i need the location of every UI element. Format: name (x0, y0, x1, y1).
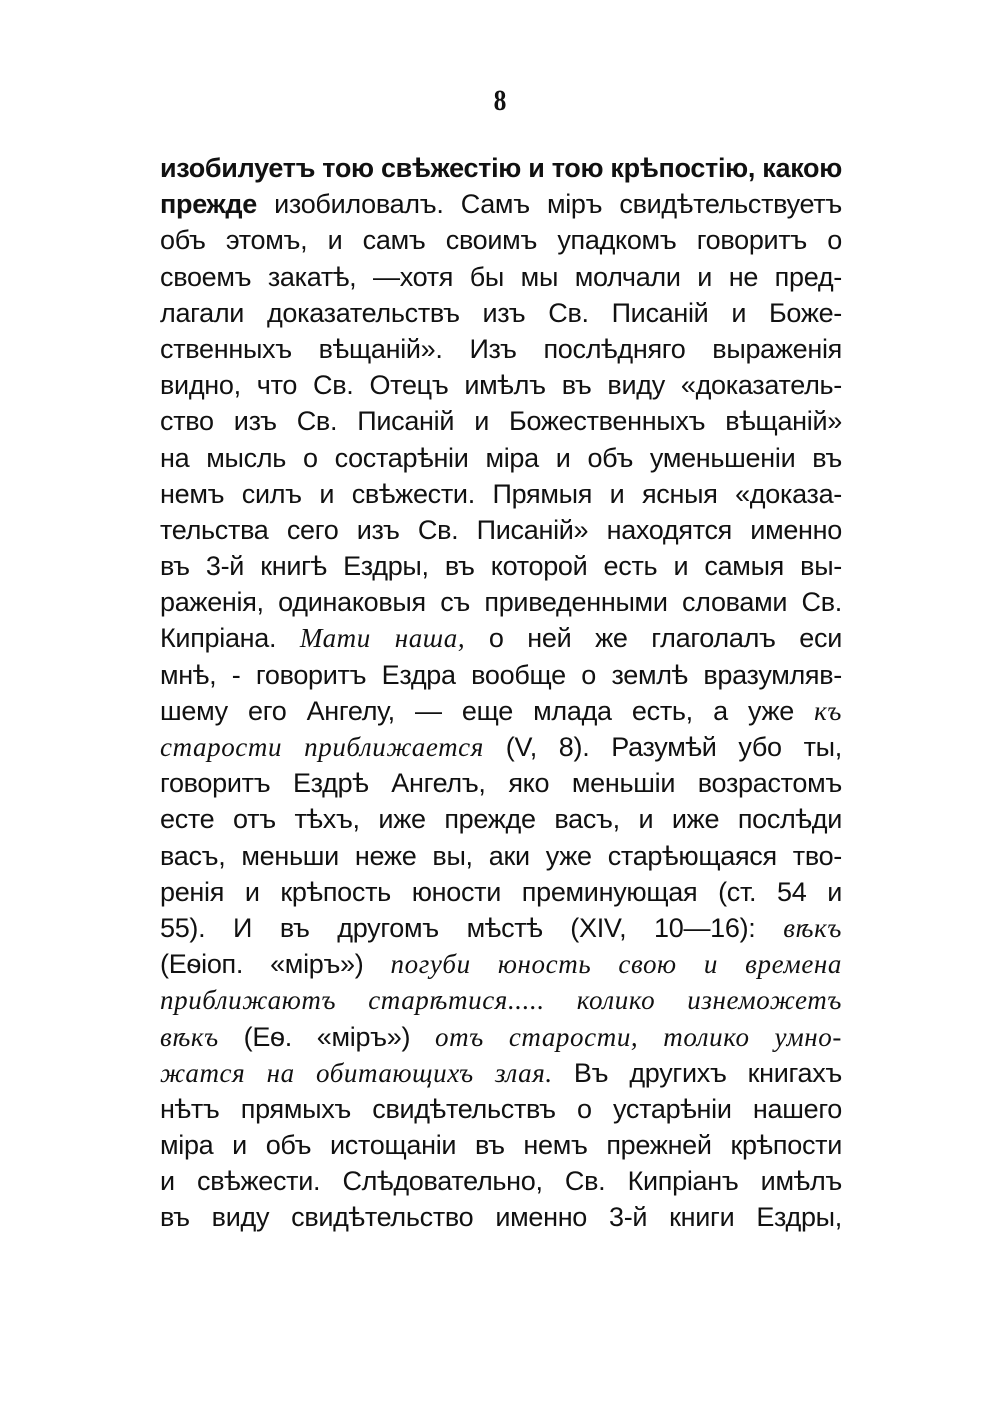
text-line (160, 440, 842, 476)
text-segment: есте отъ тѣхъ, иже прежде васъ, и иже послѣди (160, 804, 842, 835)
text-segment: ренія и крѣпость юности преминующая (ст. 54 и (160, 876, 842, 907)
text-line (160, 331, 842, 367)
text-segment: своемъ закатѣ, —хотя бы мы молчали и не пред- (160, 261, 842, 292)
text-line (160, 693, 842, 729)
italic-quote: вѣкъ (783, 912, 842, 943)
text-line-content (160, 548, 842, 584)
italic-quote: погуби юность свою и времена (390, 949, 842, 980)
italic-quote: приближаютъ старѣтися..... колико изнеможетъ (160, 985, 842, 1016)
text-line-content (160, 222, 842, 258)
text-segment: 55). И въ другомъ мѣстѣ (XIV, 10—16): (160, 912, 784, 943)
text-segment: нѣтъ прямыхъ свидѣтельствъ о устарѣніи нашего (160, 1093, 842, 1124)
text-segment: шему его Ангелу, — еще млада есть, а уже (160, 695, 815, 726)
text-segment: объ этомъ, и самъ своимъ упадкомъ говоритъ о (160, 225, 842, 256)
text-segment: тельства сего изъ Св. Писаній» находятся именно (160, 514, 842, 545)
text-line (160, 946, 842, 982)
text-segment: ство изъ Св. Писаній и Божественныхъ вѣщаній» (160, 406, 842, 437)
text-line (160, 729, 842, 765)
text-line (160, 1163, 842, 1199)
text-line-content (160, 150, 842, 186)
text-segment: мнѣ, - говоритъ Ездра вообще о землѣ вразумляв- (160, 659, 842, 690)
italic-quote: отъ старости, толико умно- (435, 1021, 842, 1052)
text-line-content (160, 946, 842, 982)
text-line (160, 1055, 842, 1091)
text-segment: Кипріана. (160, 623, 300, 654)
text-line (160, 367, 842, 403)
text-segment: въ виду свидѣтельство именно 3-й книги Ездры, (160, 1202, 842, 1233)
text-line (160, 150, 842, 186)
body-text (160, 150, 842, 1236)
text-line-content (160, 1199, 842, 1235)
text-line (160, 657, 842, 693)
text-line-content (160, 1055, 842, 1091)
text-line (160, 186, 842, 222)
text-line-content (160, 295, 842, 331)
text-segment: Въ другихъ книгахъ (552, 1057, 842, 1088)
text-segment: васъ, меньши неже вы, аки уже старѣющаяся тво- (160, 840, 842, 871)
text-line-content (160, 801, 842, 837)
text-line-content (160, 910, 842, 946)
text-line-content (160, 838, 842, 874)
text-line (160, 1199, 842, 1235)
text-line-content (160, 765, 842, 801)
text-line (160, 512, 842, 548)
text-line-content (160, 403, 842, 439)
text-segment: раженія, одинаковыя съ приведенными словами Св. (160, 587, 842, 618)
text-line-content (160, 186, 842, 222)
text-line (160, 403, 842, 439)
text-segment: и свѣжести. Слѣдовательно, Св. Кипріанъ имѣлъ (160, 1166, 842, 1197)
text-segment: изобилуетъ тою свѣжестію и тою крѣпостію, какою (160, 153, 842, 183)
text-segment: лагали доказательствъ изъ Св. Писаній и Боже- (160, 297, 842, 328)
text-line (160, 548, 842, 584)
text-segment: немъ силъ и свѣжести. Прямыя и ясныя «доказа- (160, 478, 842, 509)
text-segment: говоритъ Ездрѣ Ангелъ, яко меньшіи возрастомъ (160, 768, 842, 799)
text-segment: (Еѳіоп. «міръ») (160, 949, 391, 980)
text-line (160, 222, 842, 258)
text-line (160, 259, 842, 295)
text-segment: прежде (160, 189, 257, 220)
text-segment: міра и объ истощаніи въ немъ прежней крѣпости (160, 1130, 842, 1161)
text-line-content (160, 1127, 842, 1163)
page-number: 8 (493, 84, 507, 117)
text-segment: о ней же глаголалъ еси (465, 623, 842, 654)
text-line-content (160, 440, 842, 476)
text-line-content (160, 476, 842, 512)
text-line-content (160, 729, 842, 765)
text-segment: (Еѳ. «міръ») (218, 1021, 436, 1052)
italic-quote: Мати наша, (299, 623, 466, 654)
italic-quote: къ (814, 695, 842, 726)
text-line (160, 1127, 842, 1163)
text-line-content (160, 693, 842, 729)
text-segment: (V, 8). Разумѣй убо ты, (483, 732, 842, 762)
italic-quote: вѣкъ (160, 1021, 219, 1052)
text-line-content (160, 1163, 842, 1199)
text-line (160, 801, 842, 837)
text-line (160, 1091, 842, 1127)
text-line-content (160, 982, 842, 1018)
text-line (160, 910, 842, 946)
text-line (160, 1019, 842, 1055)
text-line-content (160, 584, 842, 620)
text-line (160, 838, 842, 874)
text-line-content (160, 1019, 842, 1055)
text-segment: ственныхъ вѣщаній». Изъ послѣдняго выраженія (160, 333, 842, 364)
text-line-content (160, 874, 842, 910)
text-line-content (160, 620, 842, 656)
text-line-content (160, 259, 842, 295)
text-segment: изобиловалъ. Самъ міръ свидѣтельствуетъ (256, 189, 842, 220)
text-line-content (160, 1091, 842, 1127)
text-line (160, 765, 842, 801)
italic-quote: жатся на обитающихъ злая. (160, 1057, 553, 1088)
text-line (160, 982, 842, 1018)
text-segment: въ 3-й книгѣ Ездры, въ которой есть и самыя вы- (160, 551, 842, 582)
text-line (160, 874, 842, 910)
text-line (160, 476, 842, 512)
text-line-content (160, 512, 842, 548)
text-line (160, 584, 842, 620)
text-segment: на мысль о состарѣніи міра и объ уменьшеніи въ (160, 442, 842, 473)
text-line-content (160, 367, 842, 403)
text-line-content (160, 657, 842, 693)
text-line (160, 620, 842, 656)
italic-quote: старости приближается (160, 732, 484, 762)
text-line (160, 295, 842, 331)
text-segment: видно, что Св. Отецъ имѣлъ въ виду «доказатель- (160, 370, 842, 401)
text-line-content (160, 331, 842, 367)
